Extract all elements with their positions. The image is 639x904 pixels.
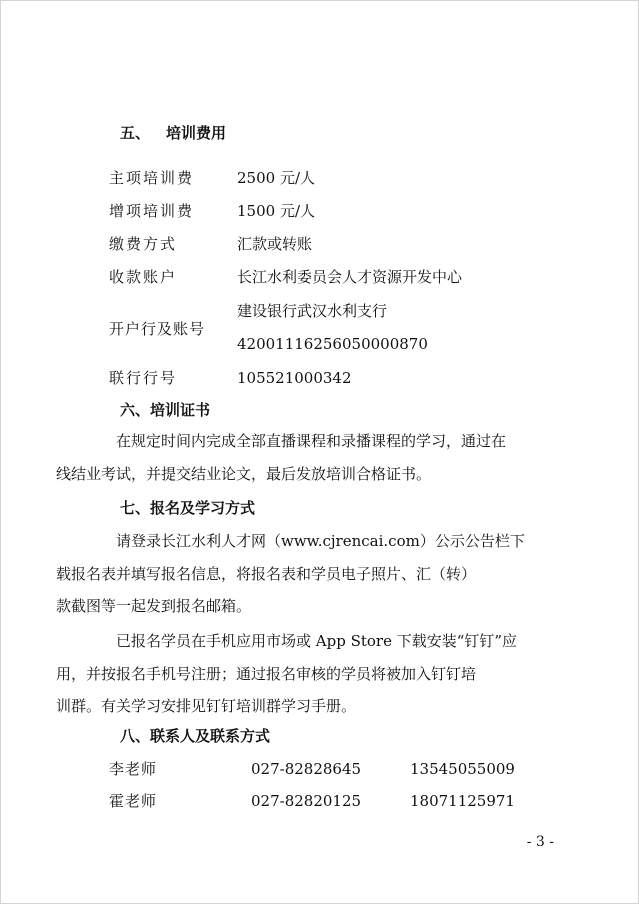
section-7-paragraph-2 [56,625,556,723]
paragraph-line: 在规定时间内完成全部直播课程和录播课程的学习，通过在 [116,432,507,450]
contact-mobile: 18071125971 [410,792,515,810]
section-5-heading [120,123,226,143]
fee-value: 2500 元/人 [237,169,315,187]
paragraph-line: 用，并按报名手机号注册；通过报名审核的学员将被加入钉钉培 [56,664,477,683]
section-7-paragraph-1 [56,525,556,623]
fee-value: 汇款或转账 [237,235,313,253]
paragraph-line: 载报名表并填写报名信息，将报名表和学员电子照片、汇（转） [56,564,477,583]
section-5-title: 培训费用 [166,124,227,142]
bank-name: 建设银行武汉水利支行 [237,302,388,320]
section-5-number: 五、 [120,124,151,142]
fee-value: 长江水利委员会人才资源开发中心 [237,268,463,286]
paragraph-line: 请登录长江水利人才网（www.cjrencai.com）公示公告栏下 [116,532,525,550]
fee-label: 收款账户 [109,268,178,286]
fee-value: 1500 元/人 [237,202,315,220]
bank-label: 开户行及账号 [109,320,206,338]
contact-phone: 027-82828645 [251,760,362,778]
section-6-heading: 六、培训证书 [120,401,211,419]
paragraph-line: 线结业考试，并提交结业论文，最后发放培训合格证书。 [56,464,432,483]
fee-label: 主项培训费 [109,169,195,187]
section-8-heading: 八、联系人及联系方式 [120,727,271,745]
paragraph-line: 款截图等一起发到报名邮箱。 [56,597,252,615]
fee-value: 105521000342 [237,369,352,387]
page-number: - 3 - [526,834,554,850]
contact-phone: 027-82820125 [251,792,362,810]
contact-name: 霍老师 [109,792,158,810]
fee-label: 增项培训费 [109,202,195,220]
fee-label: 联行行号 [109,369,178,387]
fee-label: 缴费方式 [109,235,178,253]
paragraph-line: 训群。有关学习安排见钉钉培训群学习手册。 [56,697,357,715]
bank-account: 42001116256050000870 [237,335,428,353]
section-6-paragraph [56,425,556,490]
contact-name: 李老师 [109,760,158,778]
contact-mobile: 13545055009 [410,760,515,778]
section-7-heading: 七、报名及学习方式 [120,499,256,517]
paragraph-line: 已报名学员在手机应用市场或 App Store 下载安装“钉钉”应 [116,632,518,650]
